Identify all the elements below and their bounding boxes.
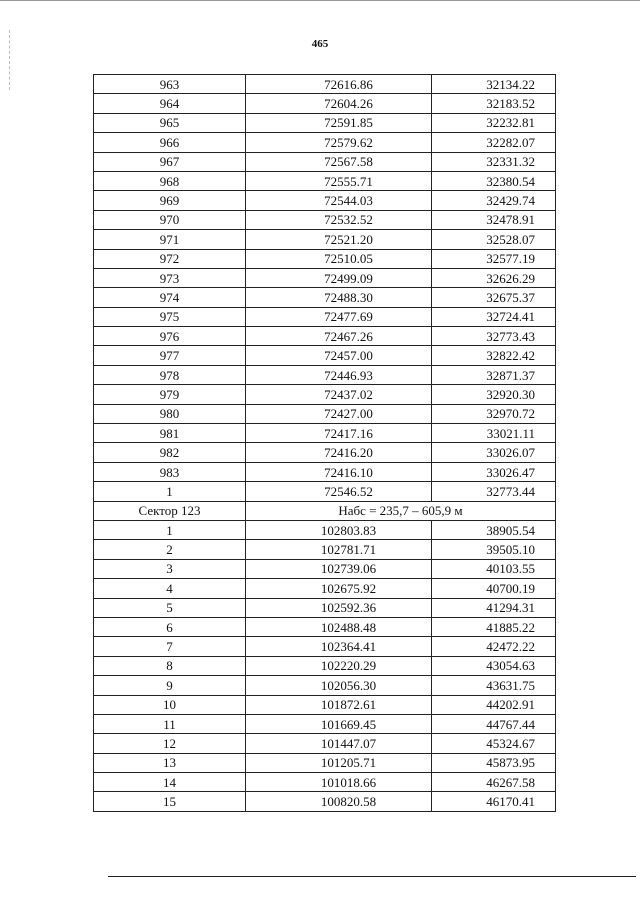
table-row (94, 210, 556, 229)
x-coordinate-cell: 102364.41 (246, 637, 432, 656)
point-number-cell: 7 (94, 637, 246, 656)
y-coordinate-cell: 44202.91 (432, 695, 556, 714)
scan-bottom-edge (108, 876, 636, 877)
table-row (94, 365, 556, 384)
y-coordinate-cell: 33026.47 (432, 462, 556, 481)
x-coordinate-cell: 102488.48 (246, 617, 432, 636)
y-coordinate-cell: 43054.63 (432, 656, 556, 675)
point-number-cell: 982 (94, 443, 246, 462)
point-number-cell: 970 (94, 210, 246, 229)
x-coordinate-cell: 102781.71 (246, 540, 432, 559)
y-coordinate-cell: 32626.29 (432, 268, 556, 287)
y-coordinate-cell: 32232.81 (432, 113, 556, 132)
point-number-cell: 1 (94, 520, 246, 539)
table-row (94, 734, 556, 753)
table-row (94, 327, 556, 346)
point-number-cell: 8 (94, 656, 246, 675)
x-coordinate-cell: 72499.09 (246, 268, 432, 287)
table-row (94, 695, 556, 714)
x-coordinate-cell: 101872.61 (246, 695, 432, 714)
point-number-cell: 972 (94, 249, 246, 268)
x-coordinate-cell: 100820.58 (246, 792, 432, 811)
x-coordinate-cell: 72591.85 (246, 113, 432, 132)
point-number-cell: 12 (94, 734, 246, 753)
sector-height-range: Набс = 235,7 – 605,9 м (246, 501, 556, 520)
table-row (94, 540, 556, 559)
y-coordinate-cell: 32773.44 (432, 482, 556, 501)
y-coordinate-cell: 32577.19 (432, 249, 556, 268)
point-number-cell: 975 (94, 307, 246, 326)
x-coordinate-cell: 72488.30 (246, 288, 432, 307)
point-number-cell: 969 (94, 191, 246, 210)
point-number-cell: 6 (94, 617, 246, 636)
table-row (94, 75, 556, 94)
x-coordinate-cell: 101205.71 (246, 753, 432, 772)
y-coordinate-cell: 32675.37 (432, 288, 556, 307)
y-coordinate-cell: 33026.07 (432, 443, 556, 462)
x-coordinate-cell: 72546.52 (246, 482, 432, 501)
point-number-cell: 965 (94, 113, 246, 132)
y-coordinate-cell: 32970.72 (432, 404, 556, 423)
table-row (94, 230, 556, 249)
x-coordinate-cell: 72567.58 (246, 152, 432, 171)
table-row (94, 94, 556, 113)
x-coordinate-cell: 72416.10 (246, 462, 432, 481)
x-coordinate-cell: 72477.69 (246, 307, 432, 326)
point-number-cell: 1 (94, 482, 246, 501)
x-coordinate-cell: 72427.00 (246, 404, 432, 423)
x-coordinate-cell: 102739.06 (246, 559, 432, 578)
table-row (94, 520, 556, 539)
x-coordinate-cell: 102056.30 (246, 676, 432, 695)
table-row (94, 133, 556, 152)
y-coordinate-cell: 45324.67 (432, 734, 556, 753)
table-row (94, 307, 556, 326)
x-coordinate-cell: 72416.20 (246, 443, 432, 462)
y-coordinate-cell: 32380.54 (432, 171, 556, 190)
x-coordinate-cell: 102675.92 (246, 579, 432, 598)
x-coordinate-cell: 72521.20 (246, 230, 432, 249)
table-row (94, 617, 556, 636)
y-coordinate-cell: 32773.43 (432, 327, 556, 346)
x-coordinate-cell: 72437.02 (246, 385, 432, 404)
point-number-cell: 981 (94, 424, 246, 443)
x-coordinate-cell: 101447.07 (246, 734, 432, 753)
table-row (94, 676, 556, 695)
y-coordinate-cell: 33021.11 (432, 424, 556, 443)
y-coordinate-cell: 40700.19 (432, 579, 556, 598)
point-number-cell: 11 (94, 714, 246, 733)
table-row (94, 559, 556, 578)
y-coordinate-cell: 32282.07 (432, 133, 556, 152)
y-coordinate-cell: 32528.07 (432, 230, 556, 249)
x-coordinate-cell: 72616.86 (246, 75, 432, 94)
x-coordinate-cell: 72604.26 (246, 94, 432, 113)
x-coordinate-cell: 72555.71 (246, 171, 432, 190)
point-number-cell: 973 (94, 268, 246, 287)
point-number-cell: 2 (94, 540, 246, 559)
coordinates-block-b (94, 520, 556, 811)
point-number-cell: 5 (94, 598, 246, 617)
x-coordinate-cell: 72532.52 (246, 210, 432, 229)
table-row (94, 773, 556, 792)
y-coordinate-cell: 32478.91 (432, 210, 556, 229)
point-number-cell: 976 (94, 327, 246, 346)
table-row (94, 792, 556, 811)
y-coordinate-cell: 44767.44 (432, 714, 556, 733)
y-coordinate-cell: 32429.74 (432, 191, 556, 210)
y-coordinate-cell: 46267.58 (432, 773, 556, 792)
coordinates-table (93, 74, 556, 812)
point-number-cell: 971 (94, 230, 246, 249)
y-coordinate-cell: 32724.41 (432, 307, 556, 326)
point-number-cell: 979 (94, 385, 246, 404)
x-coordinate-cell: 72457.00 (246, 346, 432, 365)
point-number-cell: 3 (94, 559, 246, 578)
point-number-cell: 14 (94, 773, 246, 792)
sector-header-block (94, 501, 556, 520)
table-row (94, 152, 556, 171)
table-row (94, 288, 556, 307)
y-coordinate-cell: 39505.10 (432, 540, 556, 559)
table-row (94, 656, 556, 675)
table-row (94, 268, 556, 287)
point-number-cell: 9 (94, 676, 246, 695)
point-number-cell: 966 (94, 133, 246, 152)
table-row (94, 171, 556, 190)
y-coordinate-cell: 32331.32 (432, 152, 556, 171)
table-row (94, 385, 556, 404)
point-number-cell: 974 (94, 288, 246, 307)
y-coordinate-cell: 32920.30 (432, 385, 556, 404)
y-coordinate-cell: 41294.31 (432, 598, 556, 617)
sector-label: Сектор 123 (94, 501, 246, 520)
point-number-cell: 4 (94, 579, 246, 598)
point-number-cell: 10 (94, 695, 246, 714)
scan-top-edge (0, 0, 640, 1)
x-coordinate-cell: 101669.45 (246, 714, 432, 733)
point-number-cell: 967 (94, 152, 246, 171)
x-coordinate-cell: 102592.36 (246, 598, 432, 617)
x-coordinate-cell: 72579.62 (246, 133, 432, 152)
coordinates-block-a (94, 75, 556, 502)
point-number-cell: 977 (94, 346, 246, 365)
y-coordinate-cell: 46170.41 (432, 792, 556, 811)
x-coordinate-cell: 72510.05 (246, 249, 432, 268)
point-number-cell: 983 (94, 462, 246, 481)
table-row (94, 424, 556, 443)
sector-header-row (94, 501, 556, 520)
table-row (94, 482, 556, 501)
table-row (94, 191, 556, 210)
point-number-cell: 13 (94, 753, 246, 772)
y-coordinate-cell: 32134.22 (432, 75, 556, 94)
x-coordinate-cell: 102220.29 (246, 656, 432, 675)
x-coordinate-cell: 102803.83 (246, 520, 432, 539)
y-coordinate-cell: 41885.22 (432, 617, 556, 636)
y-coordinate-cell: 32871.37 (432, 365, 556, 384)
y-coordinate-cell: 32183.52 (432, 94, 556, 113)
y-coordinate-cell: 42472.22 (432, 637, 556, 656)
x-coordinate-cell: 72544.03 (246, 191, 432, 210)
table-row (94, 462, 556, 481)
y-coordinate-cell: 38905.54 (432, 520, 556, 539)
table-row (94, 443, 556, 462)
table-row (94, 249, 556, 268)
point-number-cell: 980 (94, 404, 246, 423)
table-row (94, 637, 556, 656)
y-coordinate-cell: 40103.55 (432, 559, 556, 578)
point-number-cell: 964 (94, 94, 246, 113)
table-row (94, 714, 556, 733)
y-coordinate-cell: 45873.95 (432, 753, 556, 772)
x-coordinate-cell: 72417.16 (246, 424, 432, 443)
point-number-cell: 978 (94, 365, 246, 384)
x-coordinate-cell: 72467.26 (246, 327, 432, 346)
x-coordinate-cell: 72446.93 (246, 365, 432, 384)
table-row (94, 346, 556, 365)
point-number-cell: 15 (94, 792, 246, 811)
table-row (94, 113, 556, 132)
point-number-cell: 963 (94, 75, 246, 94)
y-coordinate-cell: 32822.42 (432, 346, 556, 365)
x-coordinate-cell: 101018.66 (246, 773, 432, 792)
table-row (94, 404, 556, 423)
table-row (94, 579, 556, 598)
page-number: 465 (311, 38, 329, 50)
point-number-cell: 968 (94, 171, 246, 190)
table-row (94, 753, 556, 772)
table-row (94, 598, 556, 617)
y-coordinate-cell: 43631.75 (432, 676, 556, 695)
